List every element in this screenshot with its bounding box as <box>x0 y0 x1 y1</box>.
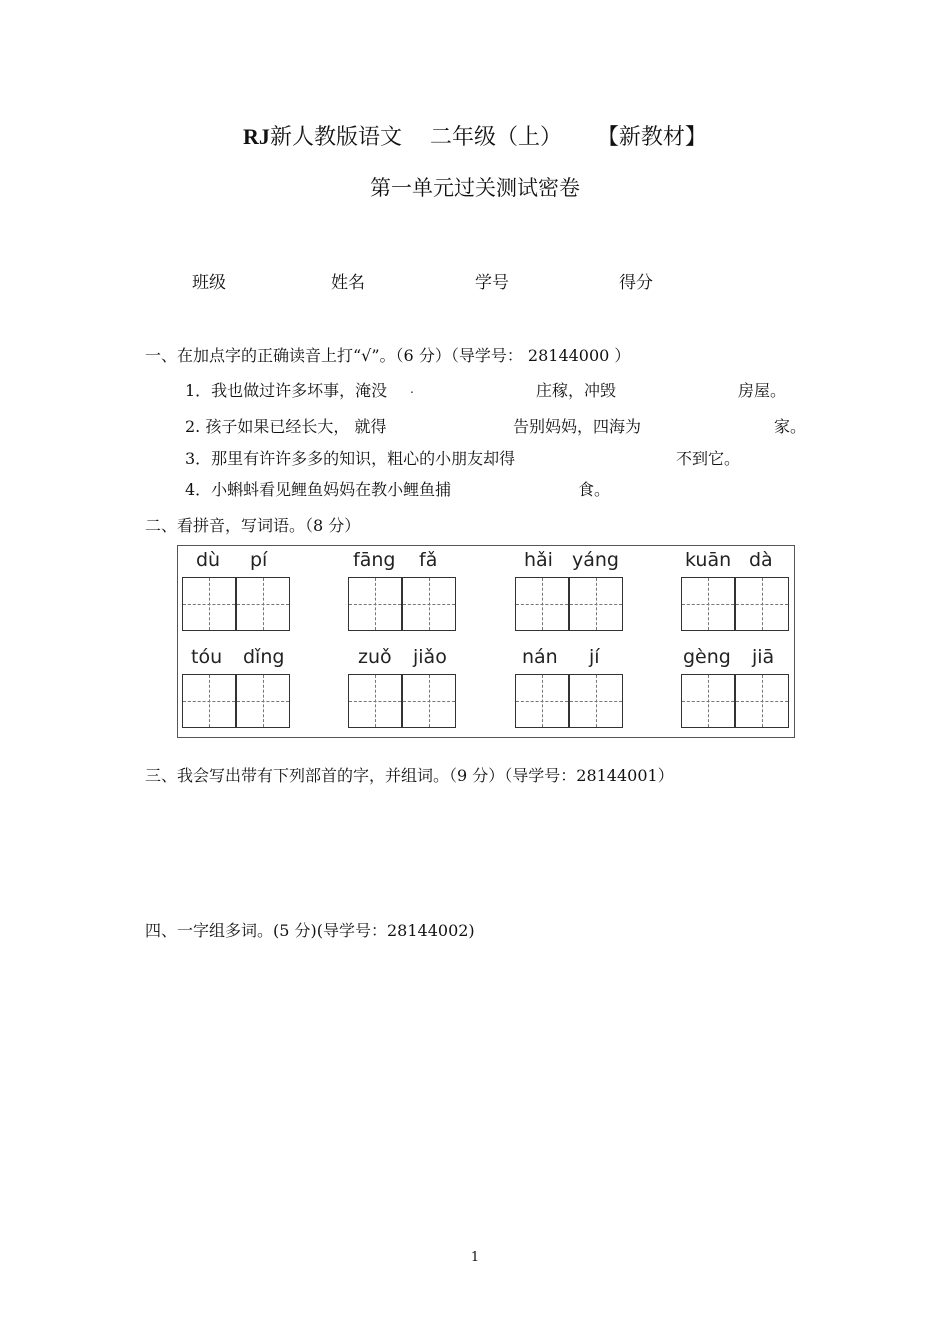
pinyin: kuān <box>685 549 732 571</box>
title-prefix: RJ <box>243 124 270 149</box>
writing-box[interactable] <box>182 674 236 728</box>
section1-heading: 一、在加点字的正确读音上打“√”。（6 分）（导学号： 28144000 ） <box>145 346 631 365</box>
title-tag: 【新教材】 <box>596 125 707 150</box>
writing-box[interactable] <box>735 577 789 631</box>
pinyin: zuǒ <box>358 646 392 668</box>
pinyin: dǐng <box>243 646 285 668</box>
pinyin: jiǎo <box>413 646 447 668</box>
section4-heading: 四、一字组多词。(5 分)(导学号：28144002) <box>145 921 475 940</box>
pinyin: pí <box>250 549 268 571</box>
writing-box[interactable] <box>182 577 236 631</box>
writing-box[interactable] <box>236 674 290 728</box>
s1-item3-b: 不到它。 <box>676 449 741 468</box>
writing-box[interactable] <box>569 674 623 728</box>
pinyin: dà <box>749 549 773 571</box>
writing-box[interactable] <box>236 577 290 631</box>
pinyin: fāng <box>353 549 396 571</box>
pinyin: jí <box>589 646 600 668</box>
s1-item2-c: 家。 <box>774 417 807 436</box>
page-number: 1 <box>470 1250 480 1265</box>
s1-item2-b: 告别妈妈，四海为 <box>513 417 642 436</box>
s1-item1-a: 1．我也做过许多坏事，淹没 <box>185 381 388 400</box>
pinyin: gèng <box>683 646 731 668</box>
s1-item2-a: 2. 孩子如果已经长大， 就得 <box>185 417 387 436</box>
pinyin: nán <box>522 646 558 668</box>
field-student-id: 学号 <box>475 273 509 293</box>
s1-item1-dot: . <box>410 382 414 396</box>
page-title <box>0 120 950 151</box>
writing-box[interactable] <box>515 674 569 728</box>
pinyin: tóu <box>191 646 223 668</box>
s1-item4-b: 食。 <box>578 480 611 499</box>
writing-box[interactable] <box>515 577 569 631</box>
section3-heading: 三、我会写出带有下列部首的字，并组词。（9 分）（导学号：28144001） <box>145 766 674 785</box>
writing-box[interactable] <box>681 577 735 631</box>
pinyin: fǎ <box>419 549 438 571</box>
field-score: 得分 <box>619 273 653 293</box>
pinyin: yáng <box>572 549 619 571</box>
page-subtitle: 第一单元过关测试密卷 <box>370 176 580 200</box>
title-grade: 二年级（上） <box>429 125 562 150</box>
writing-box[interactable] <box>402 674 456 728</box>
writing-box[interactable] <box>348 674 402 728</box>
s1-item1-c: 房屋。 <box>738 381 787 400</box>
writing-box[interactable] <box>569 577 623 631</box>
writing-box[interactable] <box>348 577 402 631</box>
pinyin: hǎi <box>524 549 553 571</box>
section2-heading: 二、看拼音，写词语。（8 分） <box>145 516 361 535</box>
field-name: 姓名 <box>331 273 365 293</box>
writing-box[interactable] <box>735 674 789 728</box>
title-main: 新人教版语文 <box>269 125 402 150</box>
field-class: 班级 <box>192 273 226 293</box>
s1-item3-a: 3．那里有许许多多的知识，粗心的小朋友却得 <box>185 449 516 468</box>
pinyin: jiā <box>752 646 775 668</box>
s1-item1-b: 庄稼，冲毁 <box>536 381 617 400</box>
s1-item4-a: 4．小蝌蚪看见鲤鱼妈妈在教小鲤鱼捕 <box>185 480 452 499</box>
writing-box[interactable] <box>402 577 456 631</box>
pinyin: dù <box>196 549 221 571</box>
writing-box[interactable] <box>681 674 735 728</box>
